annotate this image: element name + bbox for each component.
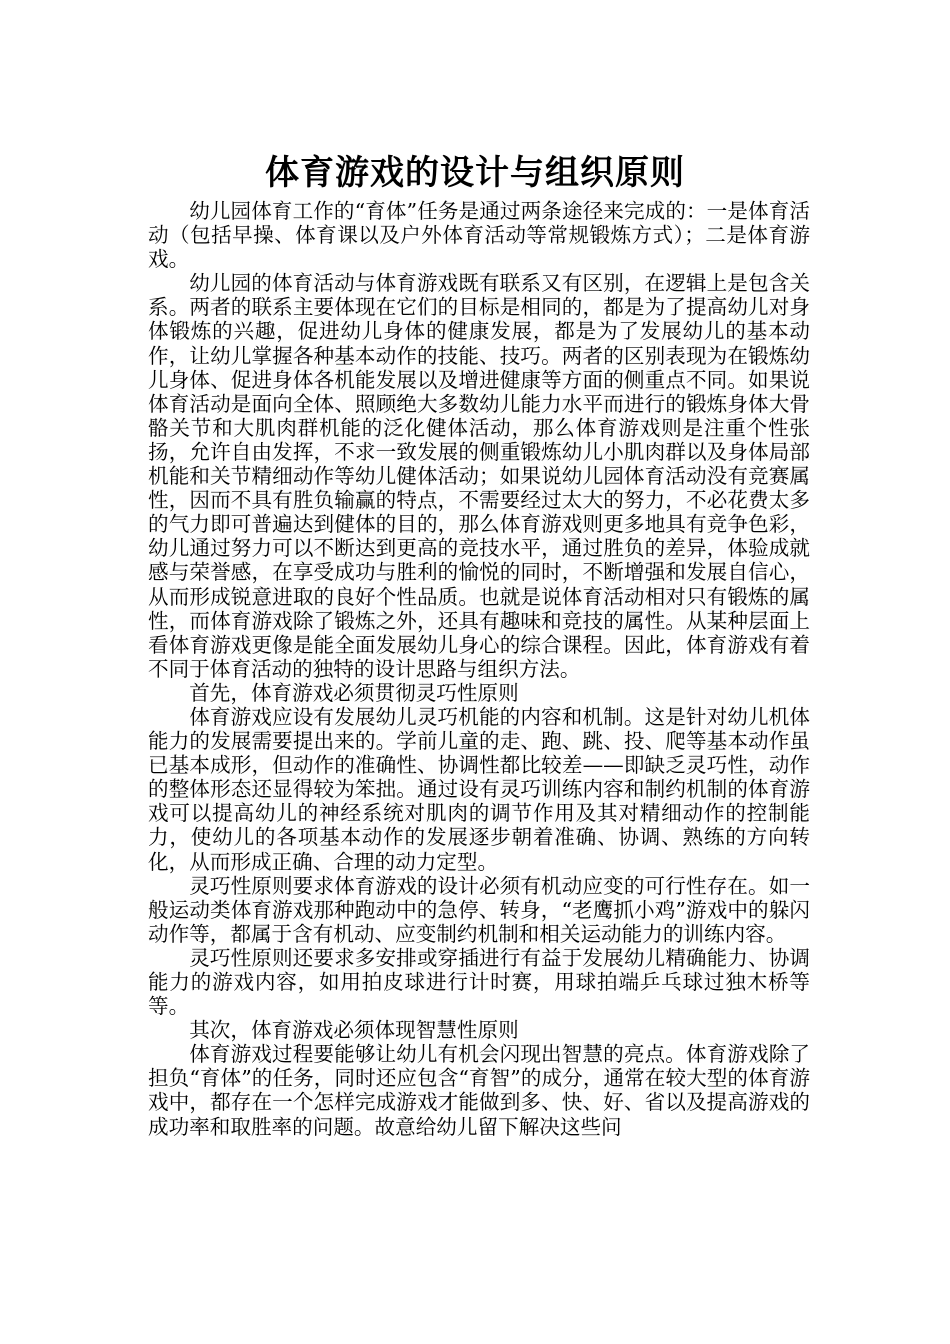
document-body [148,199,810,1139]
paragraph: 灵巧性原则要求体育游戏的设计必须有机动应变的可行性存在。如一般运动类体育游戏那种跑动中的急停、转身，“老鹰抓小鸡”游戏中的躲闪动作等，都属于含有机动、应变制约机制和相关运动能力的训练内容。 [148,873,810,946]
section-heading: 其次，体育游戏必须体现智慧性原则 [189,1018,519,1043]
paragraph: 体育游戏过程要能够让幼儿有机会闪现出智慧的亮点。体育游戏除了担负“育体”的任务，同时还应包含“育智”的成分，通常在较大型的体育游戏中，都存在一个怎样完成游戏才能做到多、快、好、省以及提高游戏的成功率和取胜率的问题。故意给幼儿留下解决这些问 [148,1042,810,1139]
paragraph: 幼儿园的体育活动与体育游戏既有联系又有区别，在逻辑上是包含关系。两者的联系主要体现在它们的目标是相同的，都是为了提高幼儿对身体锻炼的兴趣，促进幼儿身体的健康发展，都是为了发展幼儿的基本动作，让幼儿掌握各种基本动作的技能、技巧。两者的区别表现为在锻炼幼儿身体、促进身体各机能发展以及增进健康等方面的侧重点不同。如果说体育活动是面向全体、照顾绝大多数幼儿能力水平而进行的锻炼身体大骨骼关节和大肌肉群机能的泛化健体活动，那么体育游戏则是注重个性张扬，允许自由发挥，不求一致发展的侧重锻炼幼儿小肌肉群以及身体局部机能和关节精细动作等幼儿健体活动；如果说幼儿园体育活动没有竞赛属性，因而不具有胜负输赢的特点，不需要经过太大的努力，不必花费太多的气力即可普遍达到健体的目的，那么体育游戏则更多地具有竞争色彩，幼儿通过努力可以不断达到更高的竞技水平，通过胜负的差异，体验成就感与荣誉感，在享受成功与胜利的愉悦的同时，不断增强和发展自信心，从而形成锐意进取的良好个性品质。也就是说体育活动相对只有锻炼的属性，而体育游戏除了锻炼之外，还具有趣味和竞技的属性。从某种层面上看体育游戏更像是能全面发展幼儿身心的综合课程。因此，体育游戏有着不同于体育活动的独特的设计思路与组织方法。 [148,271,810,681]
paragraph: 幼儿园体育工作的“育体”任务是通过两条途径来完成的：一是体育活动（包括早操、体育课以及户外体育活动等常规锻炼方式）；二是体育游戏。 [148,199,810,272]
paragraph: 灵巧性原则还要求多安排或穿插进行有益于发展幼儿精确能力、协调能力的游戏内容，如用拍皮球进行计时赛，用球拍端乒乓球过独木桥等等。 [148,945,810,1019]
page-title: 体育游戏的设计与组织原则 [265,152,685,193]
paragraph: 体育游戏应设有发展幼儿灵巧机能的内容和机制。这是针对幼儿机体能力的发展需要提出来的。学前儿童的走、跑、跳、投、爬等基本动作虽已基本成形，但动作的准确性、协调性都比较差——即缺乏灵巧性，动作的整体形态还显得较为笨拙。通过设有灵巧训练内容和制约机制的体育游戏可以提高幼儿的神经系统对肌肉的调节作用及其对精细动作的控制能力，使幼儿的各项基本动作的发展逐步朝着准确、协调、熟练的方向转化，从而形成正确、合理的动力定型。 [148,704,810,874]
section-heading: 首先，体育游戏必须贯彻灵巧性原则 [189,680,519,705]
